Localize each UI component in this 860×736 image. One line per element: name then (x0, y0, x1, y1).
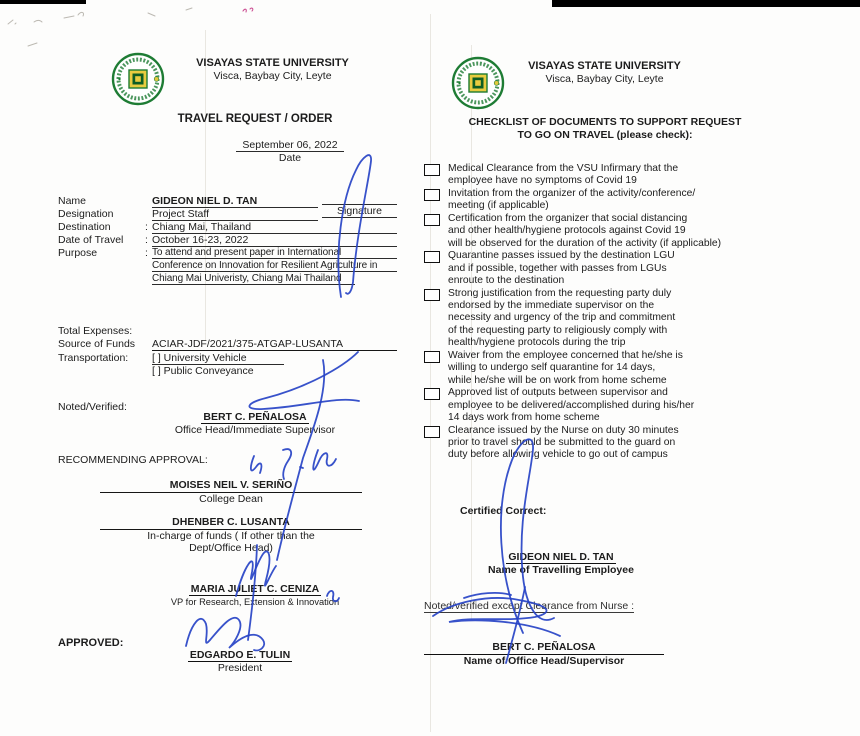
purpose-colon: : (145, 247, 148, 259)
office-head-title: Name of Office Head/Supervisor (463, 655, 625, 667)
president-title: President (217, 662, 263, 674)
checklist-title-1: CHECKLIST OF DOCUMENTS TO SUPPORT REQUEST (468, 116, 742, 128)
form-title: TRAVEL REQUEST / ORDER (177, 113, 333, 125)
destination-colon: : (145, 221, 148, 233)
checklist-line: will be observed for the duration of the activity (if applicable) (448, 237, 722, 249)
recommending-approval-label: RECOMMENDING APPROVAL: (58, 454, 208, 466)
travelling-employee-title: Name of Travelling Employee (488, 564, 634, 576)
checklist-line: Quarantine passes issued by the destination LGU (448, 250, 675, 262)
checklist-line: Strong justification from the requesting party duly (448, 287, 672, 299)
designation-label: Designation (58, 208, 114, 220)
university-name: VISAYAS STATE UNIVERSITY (528, 60, 681, 72)
noted-verified-label: Noted/Verified: (58, 401, 127, 413)
dean-title: College Dean (199, 493, 263, 505)
university-address: Visca, Baybay City, Leyte (213, 70, 332, 82)
noted-signatory-name: BERT C. PEÑALOSA (203, 411, 307, 423)
funds-incharge-name: DHENBER C. LUSANTA (172, 516, 290, 528)
checklist-line: health/hygiene protocols during the trip (448, 337, 626, 349)
funds-incharge-title-1: In-charge of funds ( If other than the (147, 530, 315, 542)
transport-option-university-vehicle: [ ] University Vehicle (152, 352, 284, 365)
checklist-line: necessity and urgency of the trip and commitment (448, 312, 676, 324)
checklist-line: Waiver from the employee concerned that he/she is (448, 349, 683, 361)
vp-title: VP for Research, Extension & Innovation (170, 597, 340, 607)
date-of-travel-label: Date of Travel (58, 234, 124, 246)
destination-label: Destination (58, 221, 111, 233)
destination-value: Chiang Mai, Thailand (152, 221, 397, 234)
total-expenses-label: Total Expenses: (58, 325, 133, 337)
checklist-line: enroute to the destination (448, 275, 565, 287)
purpose-line-1: To attend and present paper in International (152, 247, 397, 259)
checklist-line: duty before allowing vehicle to go out of campus (448, 449, 668, 461)
dean-name: MOISES NEIL V. SERIÑO (169, 479, 293, 491)
noted-signatory-title: Office Head/Immediate Supervisor (174, 424, 336, 436)
date-label: Date (278, 152, 302, 164)
checklist-line: Certification from the organizer that social distancing (448, 212, 688, 224)
vp-name: MARIA JULIET C. CENIZA (190, 583, 320, 595)
date-of-travel-colon: : (145, 234, 148, 246)
transport-option-public-conveyance: [ ] Public Conveyance (152, 365, 254, 377)
checklist-line: meeting (if applicable) (448, 200, 549, 212)
checklist-line: and other health/hygiene protocols against Covid 19 (448, 225, 686, 237)
checklist-line: Approved list of outputs between supervisor and (448, 387, 668, 399)
source-of-funds-value: ACIAR-JDF/2021/375-ATGAP-LUSANTA (152, 338, 397, 351)
travelling-employee-name: GIDEON NIEL D. TAN (508, 551, 614, 563)
university-name: VISAYAS STATE UNIVERSITY (196, 57, 349, 69)
checklist-line: Clearance issued by the Nurse on duty 30 minutes (448, 424, 679, 436)
checklist-line: and if possible, together with passes from LGUs (448, 262, 667, 274)
signature-line-label: Signature (322, 205, 397, 218)
checklist-line: while he/she will be on work from home scheme (448, 374, 667, 386)
checklist-title-2: TO GO ON TRAVEL (please check): (517, 128, 693, 141)
transportation-label: Transportation: (58, 352, 129, 364)
checklist-line: employee to be delivered/accomplished during his/her (448, 399, 695, 411)
designation-value: Project Staff (152, 208, 318, 221)
purpose-line-3: Chiang Mai Univeristy, Chiang Mai Thailand (152, 273, 355, 285)
checklist-line: employee have no symptoms of Covid 19 (448, 175, 637, 187)
checklist-line: of the requesting party to religiously comply with (448, 324, 668, 336)
office-head-name: BERT C. PEÑALOSA (492, 641, 596, 653)
name-value: GIDEON NIEL D. TAN (152, 195, 318, 208)
checklist-line: willing to undergo self quarantine for 14 days, (448, 362, 656, 374)
checklist-line: prior to travel should be submitted to the guard on (448, 436, 676, 448)
date-of-travel-value: October 16-23, 2022 (152, 234, 397, 247)
approved-label: APPROVED: (58, 637, 124, 649)
certified-correct-label: Certified Correct: (460, 505, 547, 517)
checklist-line: Invitation from the organizer of the activity/conference/ (448, 187, 696, 199)
noted-except-nurse-note: Noted/verified except Clearance from Nurse : (424, 600, 635, 612)
checklist-line: endorsed by the immediate supervisor on the (448, 299, 655, 311)
date-value: September 06, 2022 (236, 139, 344, 152)
checklist-line: Medical Clearance from the VSU Infirmary that the (448, 163, 679, 174)
name-label: Name (58, 195, 87, 207)
purpose-label: Purpose (58, 247, 98, 259)
funds-incharge-title-2: Dept/Office Head) (189, 542, 273, 554)
university-address: Visca, Baybay City, Leyte (545, 73, 664, 85)
purpose-line-2: Conference on Innovation for Resilient Agriculture in (152, 260, 397, 272)
source-of-funds-label: Source of Funds (58, 338, 136, 350)
president-name: EDGARDO E. TULIN (189, 649, 291, 661)
checklist-line: 14 days work from home scheme (448, 412, 600, 424)
